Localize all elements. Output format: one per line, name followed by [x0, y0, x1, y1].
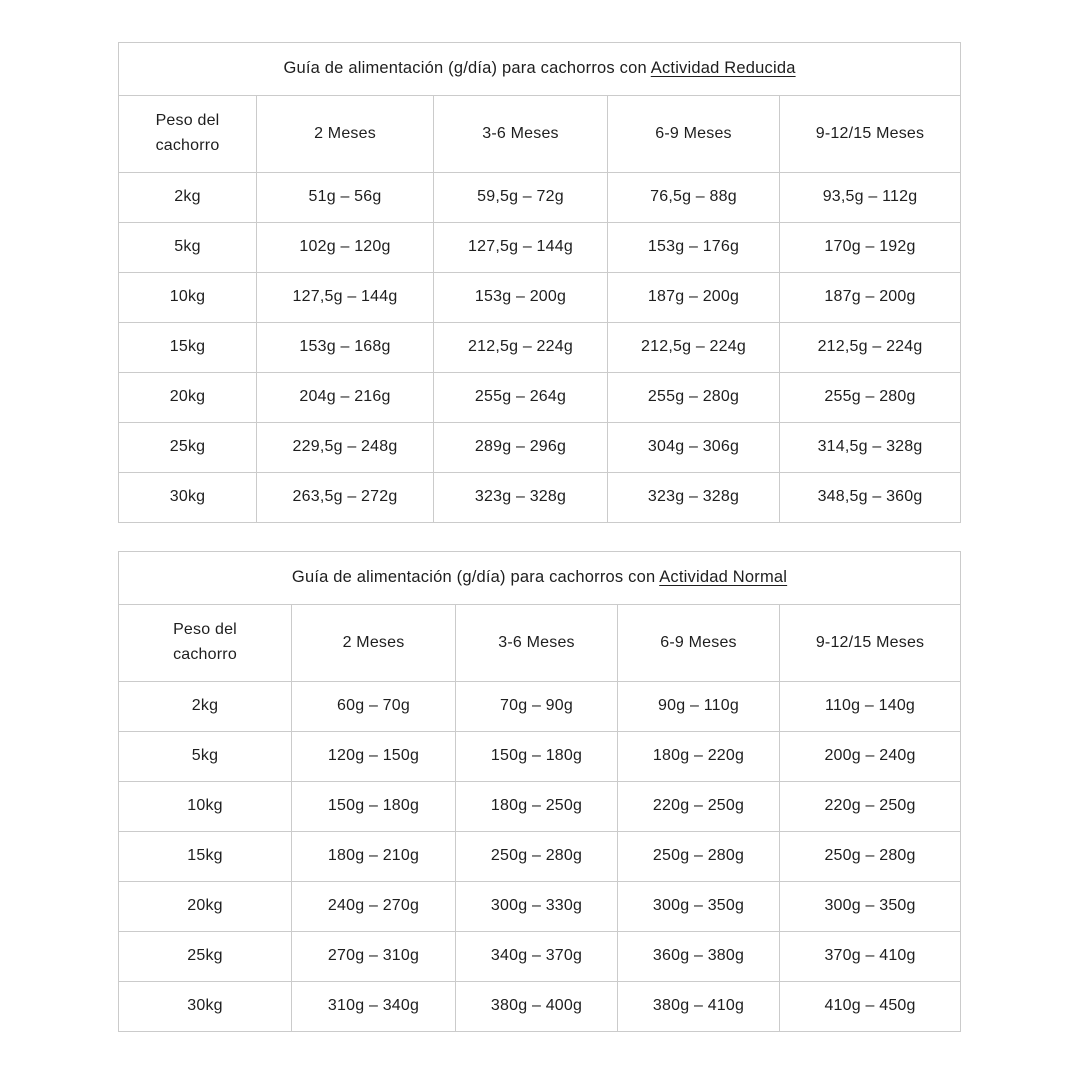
- table-row: [119, 473, 961, 523]
- table-row: [119, 173, 961, 223]
- table-title-text: Guía de alimentación (g/día) para cachorros con: [283, 59, 651, 78]
- table-row: [119, 882, 961, 932]
- value-cell: 90g – 110g: [618, 682, 780, 732]
- value-cell: 220g – 250g: [618, 782, 780, 832]
- value-cell: 310g – 340g: [292, 982, 456, 1032]
- value-cell: 153g – 200g: [434, 273, 608, 323]
- value-cell: 60g – 70g: [292, 682, 456, 732]
- weight-cell: 10kg: [119, 782, 292, 832]
- table-title-activity: Actividad Normal: [659, 568, 788, 587]
- value-cell: 380g – 410g: [618, 982, 780, 1032]
- table-row: [119, 223, 961, 273]
- table-title-text: Guía de alimentación (g/día) para cachorros con: [291, 568, 660, 587]
- weight-cell: 25kg: [119, 932, 292, 982]
- value-cell: 250g – 280g: [456, 832, 618, 882]
- value-cell: 360g – 380g: [618, 932, 780, 982]
- column-header-6-9-meses: 6-9 Meses: [608, 96, 780, 173]
- weight-cell: 2kg: [119, 682, 292, 732]
- value-cell: 204g – 216g: [257, 373, 434, 423]
- table-row: [119, 682, 961, 732]
- value-cell: 323g – 328g: [608, 473, 780, 523]
- value-cell: 220g – 250g: [780, 782, 961, 832]
- value-cell: 370g – 410g: [780, 932, 961, 982]
- weight-cell: 30kg: [119, 473, 257, 523]
- value-cell: 348,5g – 360g: [780, 473, 961, 523]
- value-cell: 127,5g – 144g: [434, 223, 608, 273]
- column-header-2-meses: 2 Meses: [257, 96, 434, 173]
- table-title-row: [119, 552, 961, 605]
- value-cell: 380g – 400g: [456, 982, 618, 1032]
- value-cell: 180g – 220g: [618, 732, 780, 782]
- value-cell: 51g – 56g: [257, 173, 434, 223]
- weight-cell: 10kg: [119, 273, 257, 323]
- weight-cell: 15kg: [119, 832, 292, 882]
- value-cell: 270g – 310g: [292, 932, 456, 982]
- value-cell: 229,5g – 248g: [257, 423, 434, 473]
- value-cell: 255g – 280g: [780, 373, 961, 423]
- table-row: [119, 732, 961, 782]
- weight-cell: 5kg: [119, 223, 257, 273]
- value-cell: 250g – 280g: [618, 832, 780, 882]
- table-row: [119, 373, 961, 423]
- value-cell: 255g – 264g: [434, 373, 608, 423]
- value-cell: 102g – 120g: [257, 223, 434, 273]
- value-cell: 300g – 350g: [780, 882, 961, 932]
- table-header-row: [119, 96, 961, 173]
- column-header-weight: Peso del cachorro: [119, 96, 257, 173]
- table-title-activity: Actividad Reducida: [650, 59, 796, 78]
- table-row: [119, 323, 961, 373]
- column-header-3-6-meses: 3-6 Meses: [434, 96, 608, 173]
- column-header-2-meses: 2 Meses: [292, 605, 456, 682]
- value-cell: 120g – 150g: [292, 732, 456, 782]
- value-cell: 289g – 296g: [434, 423, 608, 473]
- weight-cell: 5kg: [119, 732, 292, 782]
- value-cell: 314,5g – 328g: [780, 423, 961, 473]
- column-header-weight: Peso del cachorro: [119, 605, 292, 682]
- value-cell: 212,5g – 224g: [434, 323, 608, 373]
- value-cell: 70g – 90g: [456, 682, 618, 732]
- value-cell: 212,5g – 224g: [780, 323, 961, 373]
- column-header-6-9-meses: 6-9 Meses: [618, 605, 780, 682]
- weight-cell: 20kg: [119, 882, 292, 932]
- weight-cell: 20kg: [119, 373, 257, 423]
- value-cell: 180g – 210g: [292, 832, 456, 882]
- value-cell: 150g – 180g: [292, 782, 456, 832]
- column-header-9-12-15-meses: 9-12/15 Meses: [780, 605, 961, 682]
- value-cell: 127,5g – 144g: [257, 273, 434, 323]
- table-row: [119, 782, 961, 832]
- weight-cell: 30kg: [119, 982, 292, 1032]
- value-cell: 153g – 176g: [608, 223, 780, 273]
- value-cell: 323g – 328g: [434, 473, 608, 523]
- value-cell: 240g – 270g: [292, 882, 456, 932]
- value-cell: 340g – 370g: [456, 932, 618, 982]
- feeding-table-actividad-normal: [118, 551, 961, 1032]
- feeding-table-actividad-reducida: [118, 42, 961, 523]
- value-cell: 263,5g – 272g: [257, 473, 434, 523]
- table-row: [119, 423, 961, 473]
- table-header-row: [119, 605, 961, 682]
- table-title: [119, 43, 961, 96]
- table-row: [119, 273, 961, 323]
- value-cell: 410g – 450g: [780, 982, 961, 1032]
- value-cell: 200g – 240g: [780, 732, 961, 782]
- value-cell: 59,5g – 72g: [434, 173, 608, 223]
- column-header-3-6-meses: 3-6 Meses: [456, 605, 618, 682]
- table-title: [119, 552, 961, 605]
- value-cell: 250g – 280g: [780, 832, 961, 882]
- column-header-9-12-15-meses: 9-12/15 Meses: [780, 96, 961, 173]
- table-row: [119, 932, 961, 982]
- table-row: [119, 982, 961, 1032]
- value-cell: 187g – 200g: [608, 273, 780, 323]
- value-cell: 212,5g – 224g: [608, 323, 780, 373]
- value-cell: 300g – 330g: [456, 882, 618, 932]
- value-cell: 150g – 180g: [456, 732, 618, 782]
- weight-cell: 25kg: [119, 423, 257, 473]
- weight-cell: 2kg: [119, 173, 257, 223]
- value-cell: 153g – 168g: [257, 323, 434, 373]
- value-cell: 76,5g – 88g: [608, 173, 780, 223]
- value-cell: 187g – 200g: [780, 273, 961, 323]
- table-row: [119, 832, 961, 882]
- value-cell: 93,5g – 112g: [780, 173, 961, 223]
- value-cell: 170g – 192g: [780, 223, 961, 273]
- value-cell: 255g – 280g: [608, 373, 780, 423]
- weight-cell: 15kg: [119, 323, 257, 373]
- value-cell: 110g – 140g: [780, 682, 961, 732]
- value-cell: 300g – 350g: [618, 882, 780, 932]
- table-title-row: [119, 43, 961, 96]
- value-cell: 180g – 250g: [456, 782, 618, 832]
- value-cell: 304g – 306g: [608, 423, 780, 473]
